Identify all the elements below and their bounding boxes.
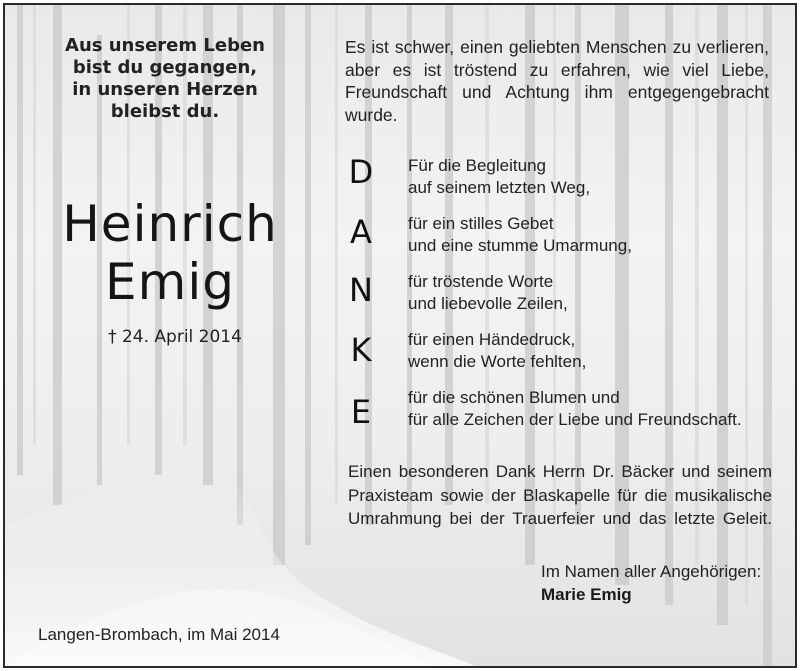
place-date: Langen-Brombach, im Mai 2014 — [38, 625, 280, 644]
memorial-verse — [45, 35, 285, 123]
death-date: † 24. April 2014 — [108, 327, 242, 347]
danke-item-line: wenn die Worte fehlten, — [408, 352, 587, 371]
deceased-last-name: Emig — [105, 253, 235, 311]
verse-line: in unseren Herzen — [72, 79, 258, 100]
danke-item — [408, 271, 568, 315]
intro-line: Es ist schwer, einen geliebten Menschen zu verlieren, — [345, 37, 769, 57]
signature-label: Im Namen aller Angehörigen: — [541, 562, 762, 581]
verse-line: bist du gegangen, — [72, 57, 258, 78]
danke-item — [408, 387, 742, 431]
danke-item-line: Für die Begleitung — [408, 156, 546, 175]
verse-line: bleibst du. — [110, 101, 220, 122]
deceased-first-name: Heinrich — [62, 195, 278, 253]
intro-paragraph — [345, 36, 769, 126]
danke-item-line: und eine stumme Umarmung, — [408, 236, 632, 255]
intro-line: Freundschaft und Achtung ihm entgegengebracht — [345, 82, 769, 102]
danke-letter-e: E — [350, 393, 372, 431]
thanks-line: Praxisteam sowie der Blaskapelle für die musikalische — [348, 485, 772, 505]
danke-item-line: für die schönen Blumen und — [408, 388, 620, 407]
special-thanks-paragraph — [348, 460, 772, 531]
thanks-line: Einen besonderen Dank Herrn Dr. Bäcker und seinem — [348, 462, 772, 481]
danke-item-line: und liebevolle Zeilen, — [408, 294, 568, 313]
danke-letter-a: A — [350, 213, 372, 251]
danke-item-line: für alle Zeichen der Liebe und Freundschaft. — [408, 410, 742, 429]
danke-item-line: auf seinem letzten Weg, — [408, 178, 591, 197]
danke-letter-n: N — [349, 271, 373, 309]
signature-name: Marie Emig — [541, 585, 632, 604]
verse-line: Aus unserem Leben — [65, 35, 265, 56]
intro-line: wurde. — [345, 104, 398, 125]
danke-item-line: für tröstende Worte — [408, 272, 554, 291]
danke-item — [408, 155, 590, 199]
danke-item — [408, 213, 632, 257]
intro-line: aber es ist tröstend zu erfahren, wie viel Liebe, — [345, 59, 769, 80]
danke-item-line: für einen Händedruck, — [408, 330, 576, 349]
obituary-card — [3, 3, 797, 668]
danke-letter-k: K — [350, 331, 372, 369]
deceased-name — [25, 195, 315, 311]
danke-item — [408, 329, 586, 373]
thanks-line: Umrahmung bei der Trauerfeier und das letzte Geleit. — [348, 509, 772, 528]
danke-item-line: für ein stilles Gebet — [408, 214, 554, 233]
danke-letter-d: D — [348, 153, 374, 191]
